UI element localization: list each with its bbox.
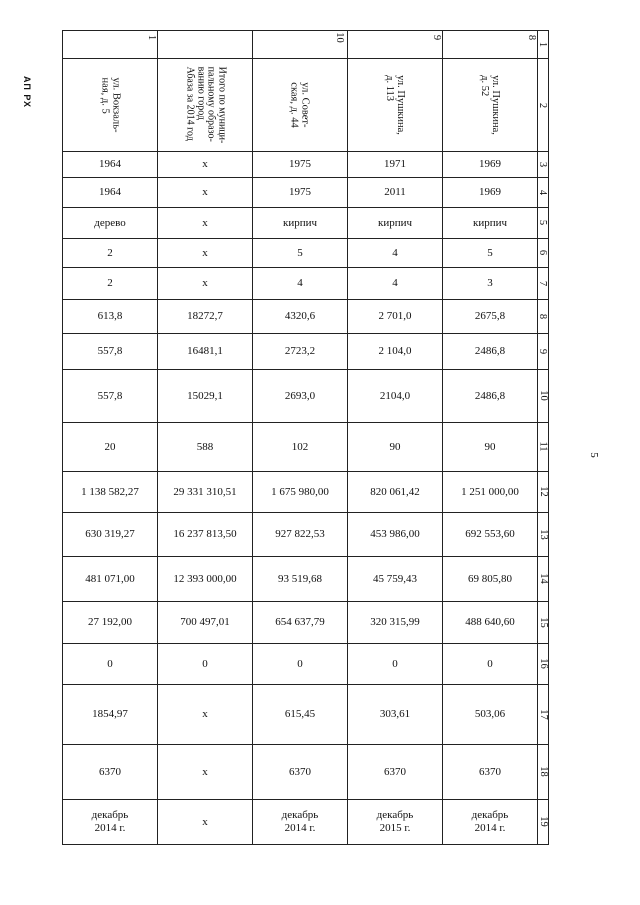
row-number-text: 15 xyxy=(537,617,549,628)
table-row xyxy=(63,745,549,800)
row-number-cell xyxy=(538,370,549,423)
address-cell xyxy=(158,59,253,152)
table-cell: 488 640,60 xyxy=(443,602,538,644)
table-row xyxy=(63,472,549,513)
row-number-cell xyxy=(538,800,549,845)
table-cell: 2693,0 xyxy=(253,370,348,423)
table-cell: 1964 xyxy=(63,152,158,178)
row-number-text: 19 xyxy=(537,816,549,828)
table-cell: 453 986,00 xyxy=(348,513,443,557)
table-cell: 1971 xyxy=(348,152,443,178)
header-number-text: 8 xyxy=(525,34,537,41)
table-cell: 6370 xyxy=(348,745,443,800)
table-cell: x xyxy=(158,178,253,208)
table-cell: 0 xyxy=(253,644,348,685)
row-number-text: 17 xyxy=(537,709,549,720)
table-cell: кирпич xyxy=(443,208,538,239)
table-cell: 2 xyxy=(63,239,158,268)
table-row xyxy=(63,208,549,239)
row-number-cell xyxy=(538,31,549,59)
table-cell: 1969 xyxy=(443,178,538,208)
table-cell: декабрь 2014 г. xyxy=(63,800,158,845)
table-cell: 927 822,53 xyxy=(253,513,348,557)
header-number-text: 1 xyxy=(145,34,157,41)
table-cell: 303,61 xyxy=(348,685,443,745)
header-number-row xyxy=(63,31,549,59)
table-cell: 29 331 310,51 xyxy=(158,472,253,513)
table-cell: 2 104,0 xyxy=(348,334,443,370)
table-cell: 4 xyxy=(348,268,443,300)
table-cell: 102 xyxy=(253,423,348,472)
table-cell: x xyxy=(158,152,253,178)
row-number-text: 6 xyxy=(537,250,549,256)
row-number-cell xyxy=(538,472,549,513)
header-address-row xyxy=(63,59,549,152)
table-cell: 2723,2 xyxy=(253,334,348,370)
row-number-text: 16 xyxy=(537,658,549,670)
table-cell: 613,8 xyxy=(63,300,158,334)
header-number-cell xyxy=(348,31,443,59)
table-cell: 6370 xyxy=(63,745,158,800)
address-text: ул. Пушкина, д. 52 xyxy=(478,74,502,135)
table-cell: кирпич xyxy=(253,208,348,239)
table-cell: x xyxy=(158,208,253,239)
table-cell: 20 xyxy=(63,423,158,472)
table-cell: 2486,8 xyxy=(443,370,538,423)
table-row xyxy=(63,513,549,557)
address-cell xyxy=(63,59,158,152)
row-number-cell xyxy=(538,602,549,644)
table-row xyxy=(63,239,549,268)
row-number-cell xyxy=(538,644,549,685)
table-cell: дерево xyxy=(63,208,158,239)
table-cell: декабрь 2014 г. xyxy=(443,800,538,845)
row-number-text: 12 xyxy=(537,486,549,498)
table-cell: декабрь 2015 г. xyxy=(348,800,443,845)
table-cell: 1 138 582,27 xyxy=(63,472,158,513)
row-number-cell xyxy=(538,178,549,208)
table-cell: 2 701,0 xyxy=(348,300,443,334)
address-cell xyxy=(253,59,348,152)
table-cell: 93 519,68 xyxy=(253,557,348,602)
table-cell: 557,8 xyxy=(63,370,158,423)
table-cell: 615,45 xyxy=(253,685,348,745)
table-cell: 0 xyxy=(348,644,443,685)
row-number-text: 8 xyxy=(537,313,549,319)
address-text: ул. Вокзаль- ная, д. 5 xyxy=(98,77,122,133)
row-number-text: 1 xyxy=(537,42,549,48)
table-cell: 12 393 000,00 xyxy=(158,557,253,602)
header-number-cell xyxy=(63,31,158,59)
archive-stamp-text: АП РХ xyxy=(22,75,32,109)
row-number-cell xyxy=(538,685,549,745)
archive-stamp xyxy=(21,62,33,122)
row-number-cell xyxy=(538,300,549,334)
table-row xyxy=(63,602,549,644)
table-cell: 503,06 xyxy=(443,685,538,745)
table-cell: 820 061,42 xyxy=(348,472,443,513)
row-number-cell xyxy=(538,423,549,472)
page-number-text: 5 xyxy=(588,452,600,458)
table-cell: 2011 xyxy=(348,178,443,208)
table-cell: декабрь 2014 г. xyxy=(253,800,348,845)
table-cell: x xyxy=(158,745,253,800)
table-cell: x xyxy=(158,800,253,845)
table-cell: 0 xyxy=(63,644,158,685)
address-text: ул. Совет- ская, д. 44 xyxy=(289,81,312,128)
table-row xyxy=(63,644,549,685)
page-number xyxy=(588,445,600,465)
table-cell: 1 675 980,00 xyxy=(253,472,348,513)
row-number-cell xyxy=(538,745,549,800)
table-cell: 4320,6 xyxy=(253,300,348,334)
address-cell xyxy=(348,59,443,152)
table-cell: x xyxy=(158,239,253,268)
row-number-text: 7 xyxy=(537,280,549,286)
address-cell xyxy=(443,59,538,152)
table-row xyxy=(63,300,549,334)
table-cell: 15029,1 xyxy=(158,370,253,423)
table-row xyxy=(63,423,549,472)
table-cell: 1964 xyxy=(63,178,158,208)
table-cell: 90 xyxy=(443,423,538,472)
table-cell: кирпич xyxy=(348,208,443,239)
table-cell: 4 xyxy=(348,239,443,268)
row-number-cell xyxy=(538,557,549,602)
table-cell: 3 xyxy=(443,268,538,300)
table-cell: 5 xyxy=(253,239,348,268)
address-text: Итого по муници- пальному образо- ванию город Абаза за 2014 год xyxy=(184,66,227,144)
table-cell: 2 xyxy=(63,268,158,300)
table-cell: 1975 xyxy=(253,178,348,208)
table-cell: 4 xyxy=(253,268,348,300)
row-number-text: 9 xyxy=(537,348,549,354)
table-cell: 588 xyxy=(158,423,253,472)
table-cell: 1 251 000,00 xyxy=(443,472,538,513)
row-number-cell xyxy=(538,513,549,557)
table-row xyxy=(63,152,549,178)
row-number-text: 11 xyxy=(537,441,549,452)
table-cell: x xyxy=(158,685,253,745)
table-cell: x xyxy=(158,268,253,300)
table-cell: 320 315,99 xyxy=(348,602,443,644)
table-row xyxy=(63,178,549,208)
table-row xyxy=(63,370,549,423)
row-number-text: 3 xyxy=(537,161,549,167)
row-number-text: 2 xyxy=(537,102,549,108)
row-number-text: 10 xyxy=(537,390,549,402)
table-cell: 481 071,00 xyxy=(63,557,158,602)
table-cell: 16 237 813,50 xyxy=(158,513,253,557)
row-number-cell xyxy=(538,208,549,239)
table-row xyxy=(63,334,549,370)
table-cell: 27 192,00 xyxy=(63,602,158,644)
table-cell: 2104,0 xyxy=(348,370,443,423)
table-cell: 692 553,60 xyxy=(443,513,538,557)
table-cell: 654 637,79 xyxy=(253,602,348,644)
table-row xyxy=(63,268,549,300)
header-number-text: 9 xyxy=(430,34,442,41)
table-cell: 45 759,43 xyxy=(348,557,443,602)
row-number-cell xyxy=(538,268,549,300)
row-number-text: 4 xyxy=(537,189,549,195)
table-cell: 700 497,01 xyxy=(158,602,253,644)
row-number-cell xyxy=(538,59,549,152)
row-number-text: 18 xyxy=(537,766,549,778)
table-row xyxy=(63,557,549,602)
table-cell: 0 xyxy=(443,644,538,685)
table-cell: 557,8 xyxy=(63,334,158,370)
table-cell: 1975 xyxy=(253,152,348,178)
table-cell: 2486,8 xyxy=(443,334,538,370)
table-cell: 18272,7 xyxy=(158,300,253,334)
header-number-cell xyxy=(443,31,538,59)
table-row xyxy=(63,800,549,845)
row-number-text: 13 xyxy=(537,529,549,540)
table-cell: 6370 xyxy=(443,745,538,800)
table-cell: 90 xyxy=(348,423,443,472)
row-number-text: 14 xyxy=(537,573,549,585)
table-row xyxy=(63,685,549,745)
table-cell: 630 319,27 xyxy=(63,513,158,557)
table-cell: 1854,97 xyxy=(63,685,158,745)
table-cell: 2675,8 xyxy=(443,300,538,334)
header-number-cell xyxy=(253,31,348,59)
row-number-cell xyxy=(538,239,549,268)
table-cell: 1969 xyxy=(443,152,538,178)
table-cell: 5 xyxy=(443,239,538,268)
row-number-cell xyxy=(538,334,549,370)
housing-data-table xyxy=(62,30,549,845)
table-cell: 0 xyxy=(158,644,253,685)
header-number-text: 10 xyxy=(333,32,345,43)
table-cell: 16481,1 xyxy=(158,334,253,370)
row-number-cell xyxy=(538,152,549,178)
table-cell: 6370 xyxy=(253,745,348,800)
row-number-text: 5 xyxy=(537,220,549,226)
address-text: ул. Пушкина, д. 113 xyxy=(383,74,407,135)
header-number-cell xyxy=(158,31,253,59)
table-cell: 69 805,80 xyxy=(443,557,538,602)
